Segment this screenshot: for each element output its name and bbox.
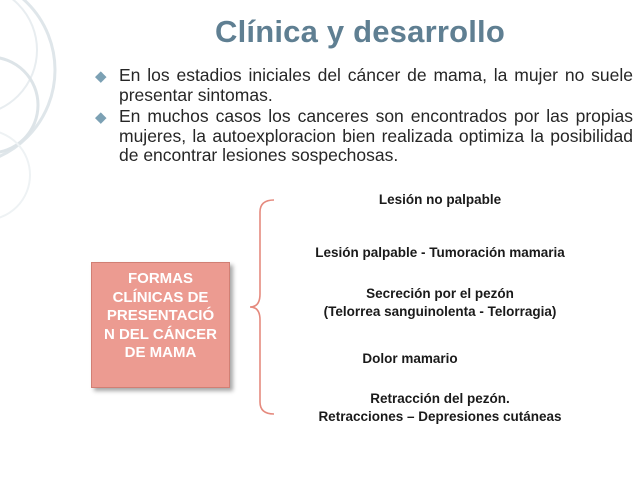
left-brace: [248, 198, 278, 416]
item-lesion-no-palpable: Lesión no palpable: [378, 192, 502, 207]
box-line: FORMAS: [128, 270, 193, 287]
bullet-item: [95, 107, 633, 166]
item-lesion-palpable: Lesión palpable - Tumoración mamaria: [315, 245, 565, 260]
bullet-icon: ◆: [95, 68, 107, 85]
clinical-forms-box: [91, 262, 230, 388]
clinical-forms-label: [92, 270, 229, 363]
item-secrecion-line2: (Telorrea sanguinolenta - Telorragia): [323, 304, 557, 319]
bullet-item: [95, 66, 633, 105]
item-dolor: Dolor mamario: [362, 351, 458, 366]
deco-circle-faint: [0, 130, 30, 220]
item-secrecion-line1: Secreción por el pezón: [366, 286, 514, 301]
box-line: CLÍNICAS DE: [112, 288, 209, 306]
deco-circle-inner: [0, 0, 37, 115]
box-line: PRESENTACIÓ: [106, 307, 215, 324]
box-line: N DEL CÁNCER: [103, 325, 218, 343]
bullet-text: En muchos casos los canceres son encontrados por las propias mujeres, la autoexploracion bien realizada optimiza la posibilidad de encontrar lesiones sospechosas.: [119, 106, 633, 165]
bullet-list: [95, 66, 633, 168]
bullet-icon: ◆: [95, 109, 107, 126]
decorative-circles: [0, 0, 110, 479]
bullet-text: En los estadios iniciales del cáncer de mama, la mujer no suele presentar sintomas.: [119, 65, 633, 105]
box-line: DE MAMA: [124, 344, 197, 361]
item-retraccion-line2: Retracciones – Depresiones cutáneas: [318, 409, 562, 424]
item-retraccion-line1: Retracción del pezón.: [370, 391, 510, 406]
slide-title: Clínica y desarrollo: [215, 14, 505, 49]
